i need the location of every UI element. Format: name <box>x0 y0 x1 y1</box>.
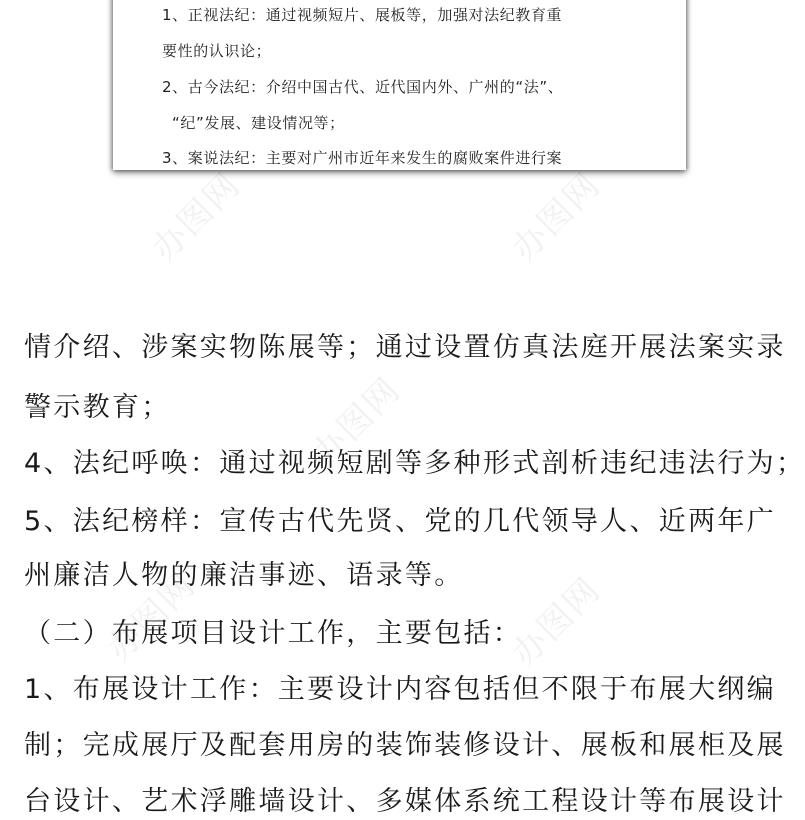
body-text-line: 制；完成展厅及配套用房的装饰装修设计、展板和展柜及展 <box>24 730 786 761</box>
body-text-line: 台设计、艺术浮雕墙设计、多媒体系统工程设计等布展设计 <box>24 786 786 817</box>
watermark: 办图网 <box>144 164 249 270</box>
watermark: 办图网 <box>504 569 609 675</box>
card-text-line: 2、古今法纪：介绍中国古代、近代国内外、广州的“法”、 <box>162 78 564 96</box>
body-text-line: 4、法纪呼唤：通过视频短剧等多种形式剖析违纪违法行为； <box>24 448 805 479</box>
embedded-document-card <box>113 0 686 170</box>
watermark: 办图网 <box>99 564 204 670</box>
body-text-line: 警示教育； <box>24 392 171 423</box>
card-text-line: 要性的认识论； <box>162 42 272 60</box>
body-text-line: 5、法纪榜样：宣传古代先贤、党的几代领导人、近两年广 <box>24 506 776 537</box>
card-text-line: “纪”发展、建设情况等； <box>172 114 345 132</box>
body-text-line: 情介绍、涉案实物陈展等；通过设置仿真法庭开展法案实录 <box>24 332 786 363</box>
section-heading: （二）布展项目设计工作，主要包括： <box>24 618 523 649</box>
watermark: 办图网 <box>304 369 409 475</box>
watermark: 办图网 <box>504 164 609 270</box>
card-text-line: 1、正视法纪：通过视频短片、展板等，加强对法纪教育重 <box>162 6 563 24</box>
body-text-line: 1、布展设计工作：主要设计内容包括但不限于布展大纲编 <box>24 674 776 705</box>
card-text-line: 3、案说法纪：主要对广州市近年来发生的腐败案件进行案 <box>162 149 563 167</box>
body-text-line: 州廉洁人物的廉洁事迹、语录等。 <box>24 560 464 591</box>
